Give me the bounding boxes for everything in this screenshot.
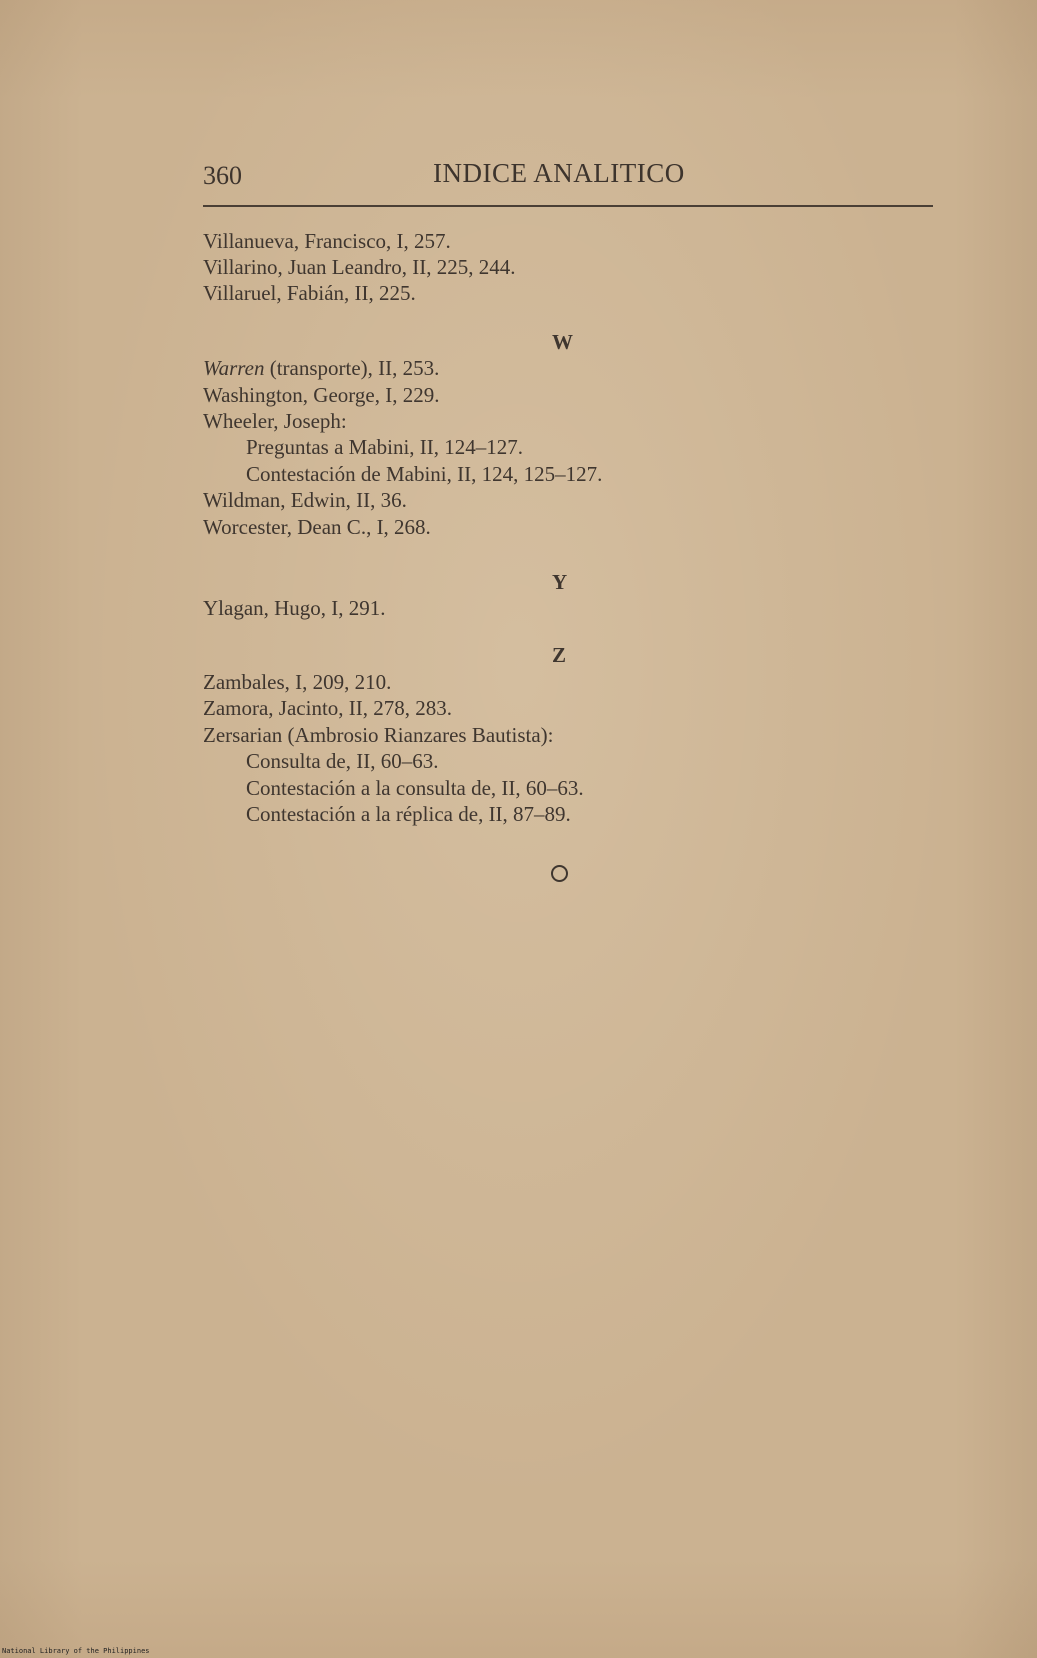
end-ornament-icon (551, 865, 568, 882)
scan-credit: National Library of the Philippines (2, 1647, 150, 1655)
index-subentry: Contestación a la réplica de, II, 87–89. (246, 802, 571, 826)
index-entry: Villanueva, Francisco, I, 257. (203, 229, 451, 253)
index-entry: Ylagan, Hugo, I, 291. (203, 596, 386, 620)
index-entry: Villarino, Juan Leandro, II, 225, 244. (203, 255, 516, 279)
index-entry: Zersarian (Ambrosio Rianzares Bautista): (203, 723, 554, 747)
index-subentry: Preguntas a Mabini, II, 124–127. (246, 435, 524, 459)
section-letter: W (552, 330, 573, 354)
index-entry: Wheeler, Joseph: (203, 409, 347, 433)
index-entry: Washington, George, I, 229. (203, 383, 440, 407)
section-letter: Y (552, 570, 568, 594)
index-subentry: Contestación a la consulta de, II, 60–63. (246, 776, 584, 800)
page-number: 360 (203, 161, 242, 190)
entry-text: (transporte), II, 253. (264, 356, 440, 380)
ship-name: Warren (203, 356, 265, 380)
index-entry (203, 355, 439, 381)
section-letter: Z (552, 643, 567, 667)
index-entry: Zambales, I, 209, 210. (203, 670, 392, 694)
index-entry: Zamora, Jacinto, II, 278, 283. (203, 696, 453, 720)
index-subentry: Contestación de Mabini, II, 124, 125–127. (246, 462, 603, 486)
index-subentry: Consulta de, II, 60–63. (246, 749, 439, 773)
running-head: INDICE ANALITICO (433, 158, 685, 188)
index-entry: Villaruel, Fabián, II, 225. (203, 281, 416, 305)
index-entry: Wildman, Edwin, II, 36. (203, 488, 407, 512)
index-entry: Worcester, Dean C., I, 268. (203, 515, 431, 539)
